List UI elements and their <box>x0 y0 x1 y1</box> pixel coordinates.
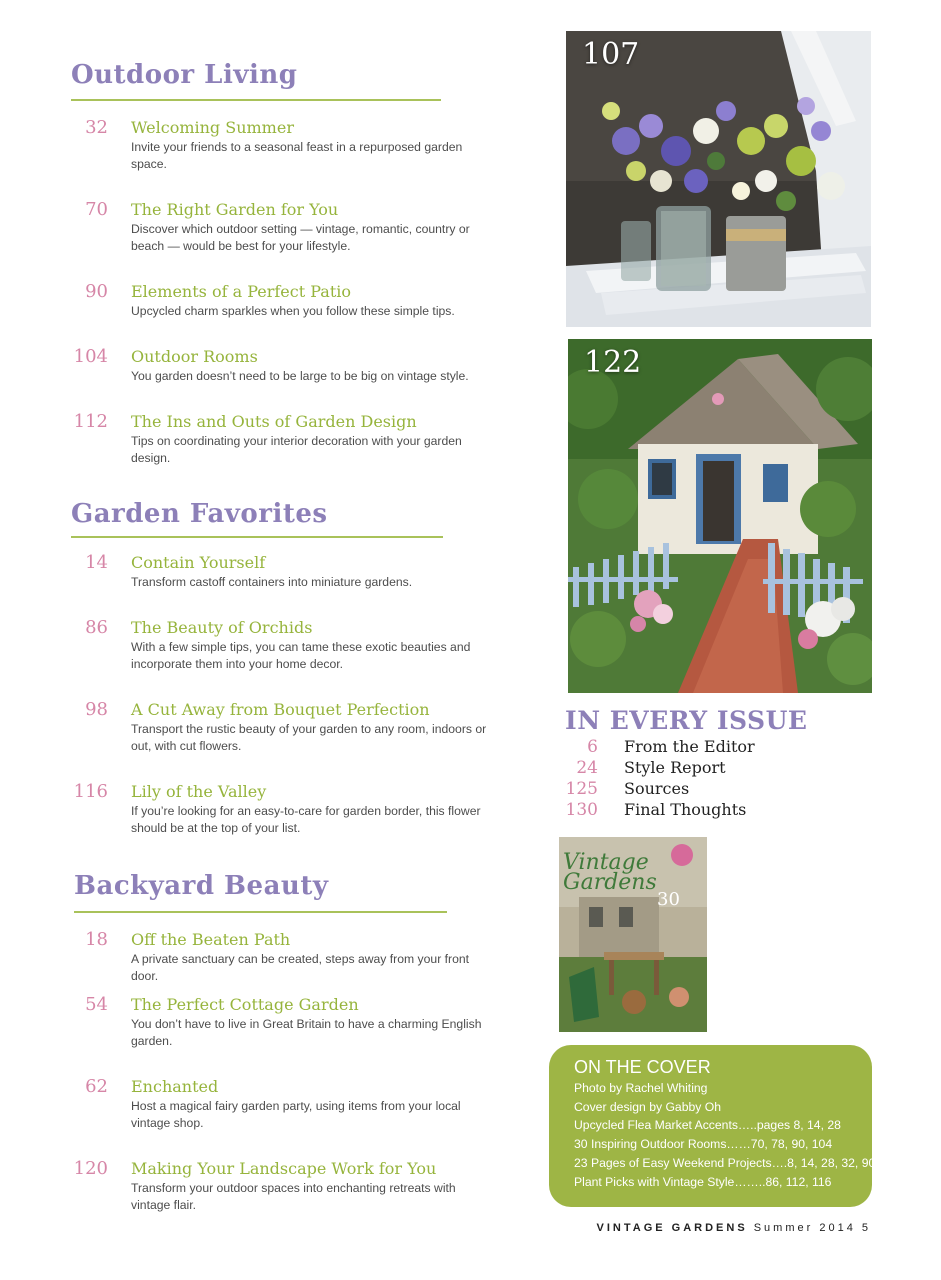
article-description: Transport the rustic beauty of your garden to any room, indoors or out, with cut flowers. <box>131 722 487 753</box>
article-description: With a few simple tips, you can tame these exotic beauties and incorporate them into your home decor. <box>131 640 471 671</box>
page-number: 32 <box>85 117 108 138</box>
article-title[interactable]: The Perfect Cottage Garden <box>131 995 359 1014</box>
flower-jars-photo[interactable] <box>566 31 871 327</box>
page-number: 130 <box>565 800 598 820</box>
article-description: If you’re looking for an easy-to-care for garden border, this flower should be at the top of your list. <box>131 804 481 835</box>
photo-page-number: 122 <box>584 345 642 380</box>
department-title[interactable]: Style Report <box>624 758 726 777</box>
article-description: Discover which outdoor setting — vintage, romantic, country or beach — would be best for your lifestyle. <box>131 222 470 253</box>
cover-line[interactable]: Upcycled Flea Market Accents…..pages 8, 14, 28 <box>574 1118 841 1132</box>
cover-credit-line: Cover design by Gabby Oh <box>574 1100 722 1114</box>
section-title-outdoor-living: Outdoor Living <box>71 60 298 90</box>
section-divider <box>71 536 443 538</box>
on-the-cover-title: ON THE COVER <box>574 1057 711 1077</box>
page-number: 14 <box>85 552 108 573</box>
every-issue-item[interactable] <box>560 800 860 821</box>
cover-line[interactable]: Plant Picks with Vintage Style……..86, 112, 116 <box>574 1175 832 1189</box>
department-title[interactable]: From the Editor <box>624 737 755 756</box>
article-title[interactable]: A Cut Away from Bouquet Perfection <box>131 700 430 719</box>
section-title-backyard-beauty: Backyard Beauty <box>74 871 329 901</box>
page-number: 104 <box>73 346 108 367</box>
article-description: Tips on coordinating your interior decoration with your garden design. <box>131 434 462 465</box>
article-title[interactable]: Welcoming Summer <box>131 118 294 137</box>
article-title[interactable]: The Ins and Outs of Garden Design <box>131 412 417 431</box>
cover-credit-line: Photo by Rachel Whiting <box>574 1081 708 1095</box>
cover-feature-number: 30 <box>657 889 680 910</box>
issue-date: Summer 2014 <box>753 1222 856 1234</box>
article-description: You don’t have to live in Great Britain to have a charming English garden. <box>131 1017 482 1048</box>
page-number: 90 <box>85 281 108 302</box>
on-the-cover-box <box>549 1045 876 1207</box>
page-number: 24 <box>576 758 598 778</box>
page-number: 98 <box>85 699 108 720</box>
cover-line[interactable]: 23 Pages of Easy Weekend Projects….8, 14, 28, 32, 90 <box>574 1156 876 1170</box>
section-divider <box>74 911 447 913</box>
every-issue-item[interactable] <box>560 758 860 779</box>
page-footer <box>597 1222 871 1234</box>
magazine-cover-thumbnail[interactable] <box>559 837 707 1032</box>
cover-line[interactable]: 30 Inspiring Outdoor Rooms……70, 78, 90, 104 <box>574 1137 833 1151</box>
article-description: Host a magical fairy garden party, using items from your local vintage shop. <box>131 1099 461 1130</box>
page-number: 86 <box>85 617 108 638</box>
every-issue-item[interactable] <box>560 737 860 758</box>
flower-jars-illustration <box>566 31 871 327</box>
in-every-issue-title: IN EVERY ISSUE <box>565 706 808 735</box>
page-number: 18 <box>85 929 108 950</box>
page-number: 62 <box>85 1076 108 1097</box>
every-issue-item[interactable] <box>560 779 860 800</box>
article-description: Transform castoff containers into miniature gardens. <box>131 575 413 589</box>
section-title-garden-favorites: Garden Favorites <box>71 499 328 529</box>
folio-page-number: 5 <box>861 1222 871 1234</box>
article-description: A private sanctuary can be created, steps away from your front door. <box>131 952 470 983</box>
department-title[interactable]: Final Thoughts <box>624 800 747 819</box>
magazine-name: VINTAGE GARDENS <box>596 1222 748 1234</box>
article-description: Invite your friends to a seasonal feast in a repurposed garden space. <box>131 140 463 171</box>
page-number: 112 <box>73 411 108 432</box>
article-description: Transform your outdoor spaces into enchanting retreats with vintage flair. <box>131 1181 456 1212</box>
cover-masthead: Vintage Gardens <box>563 850 657 895</box>
article-title[interactable]: Enchanted <box>131 1077 219 1096</box>
page-number: 6 <box>587 737 598 757</box>
article-title[interactable]: Contain Yourself <box>131 553 266 572</box>
page-number: 125 <box>565 779 598 799</box>
photo-page-number: 107 <box>582 37 640 72</box>
page-number: 54 <box>85 994 108 1015</box>
cottage-garden-illustration <box>568 339 872 693</box>
page-number: 70 <box>85 199 108 220</box>
article-title[interactable]: Lily of the Valley <box>131 782 267 801</box>
article-title[interactable]: Elements of a Perfect Patio <box>131 282 351 301</box>
article-description: You garden doesn’t need to be large to be big on vintage style. <box>131 369 469 383</box>
page-number: 120 <box>73 1158 108 1179</box>
department-title[interactable]: Sources <box>624 779 690 798</box>
article-title[interactable]: Outdoor Rooms <box>131 347 258 366</box>
section-divider <box>71 99 441 101</box>
article-title[interactable]: Making Your Landscape Work for You <box>131 1159 437 1178</box>
article-title[interactable]: The Right Garden for You <box>131 200 339 219</box>
article-description: Upcycled charm sparkles when you follow these simple tips. <box>131 304 455 318</box>
article-title[interactable]: Off the Beaten Path <box>131 930 291 949</box>
page-number: 116 <box>73 781 108 802</box>
article-title[interactable]: The Beauty of Orchids <box>131 618 313 637</box>
cottage-garden-photo[interactable] <box>568 339 872 693</box>
